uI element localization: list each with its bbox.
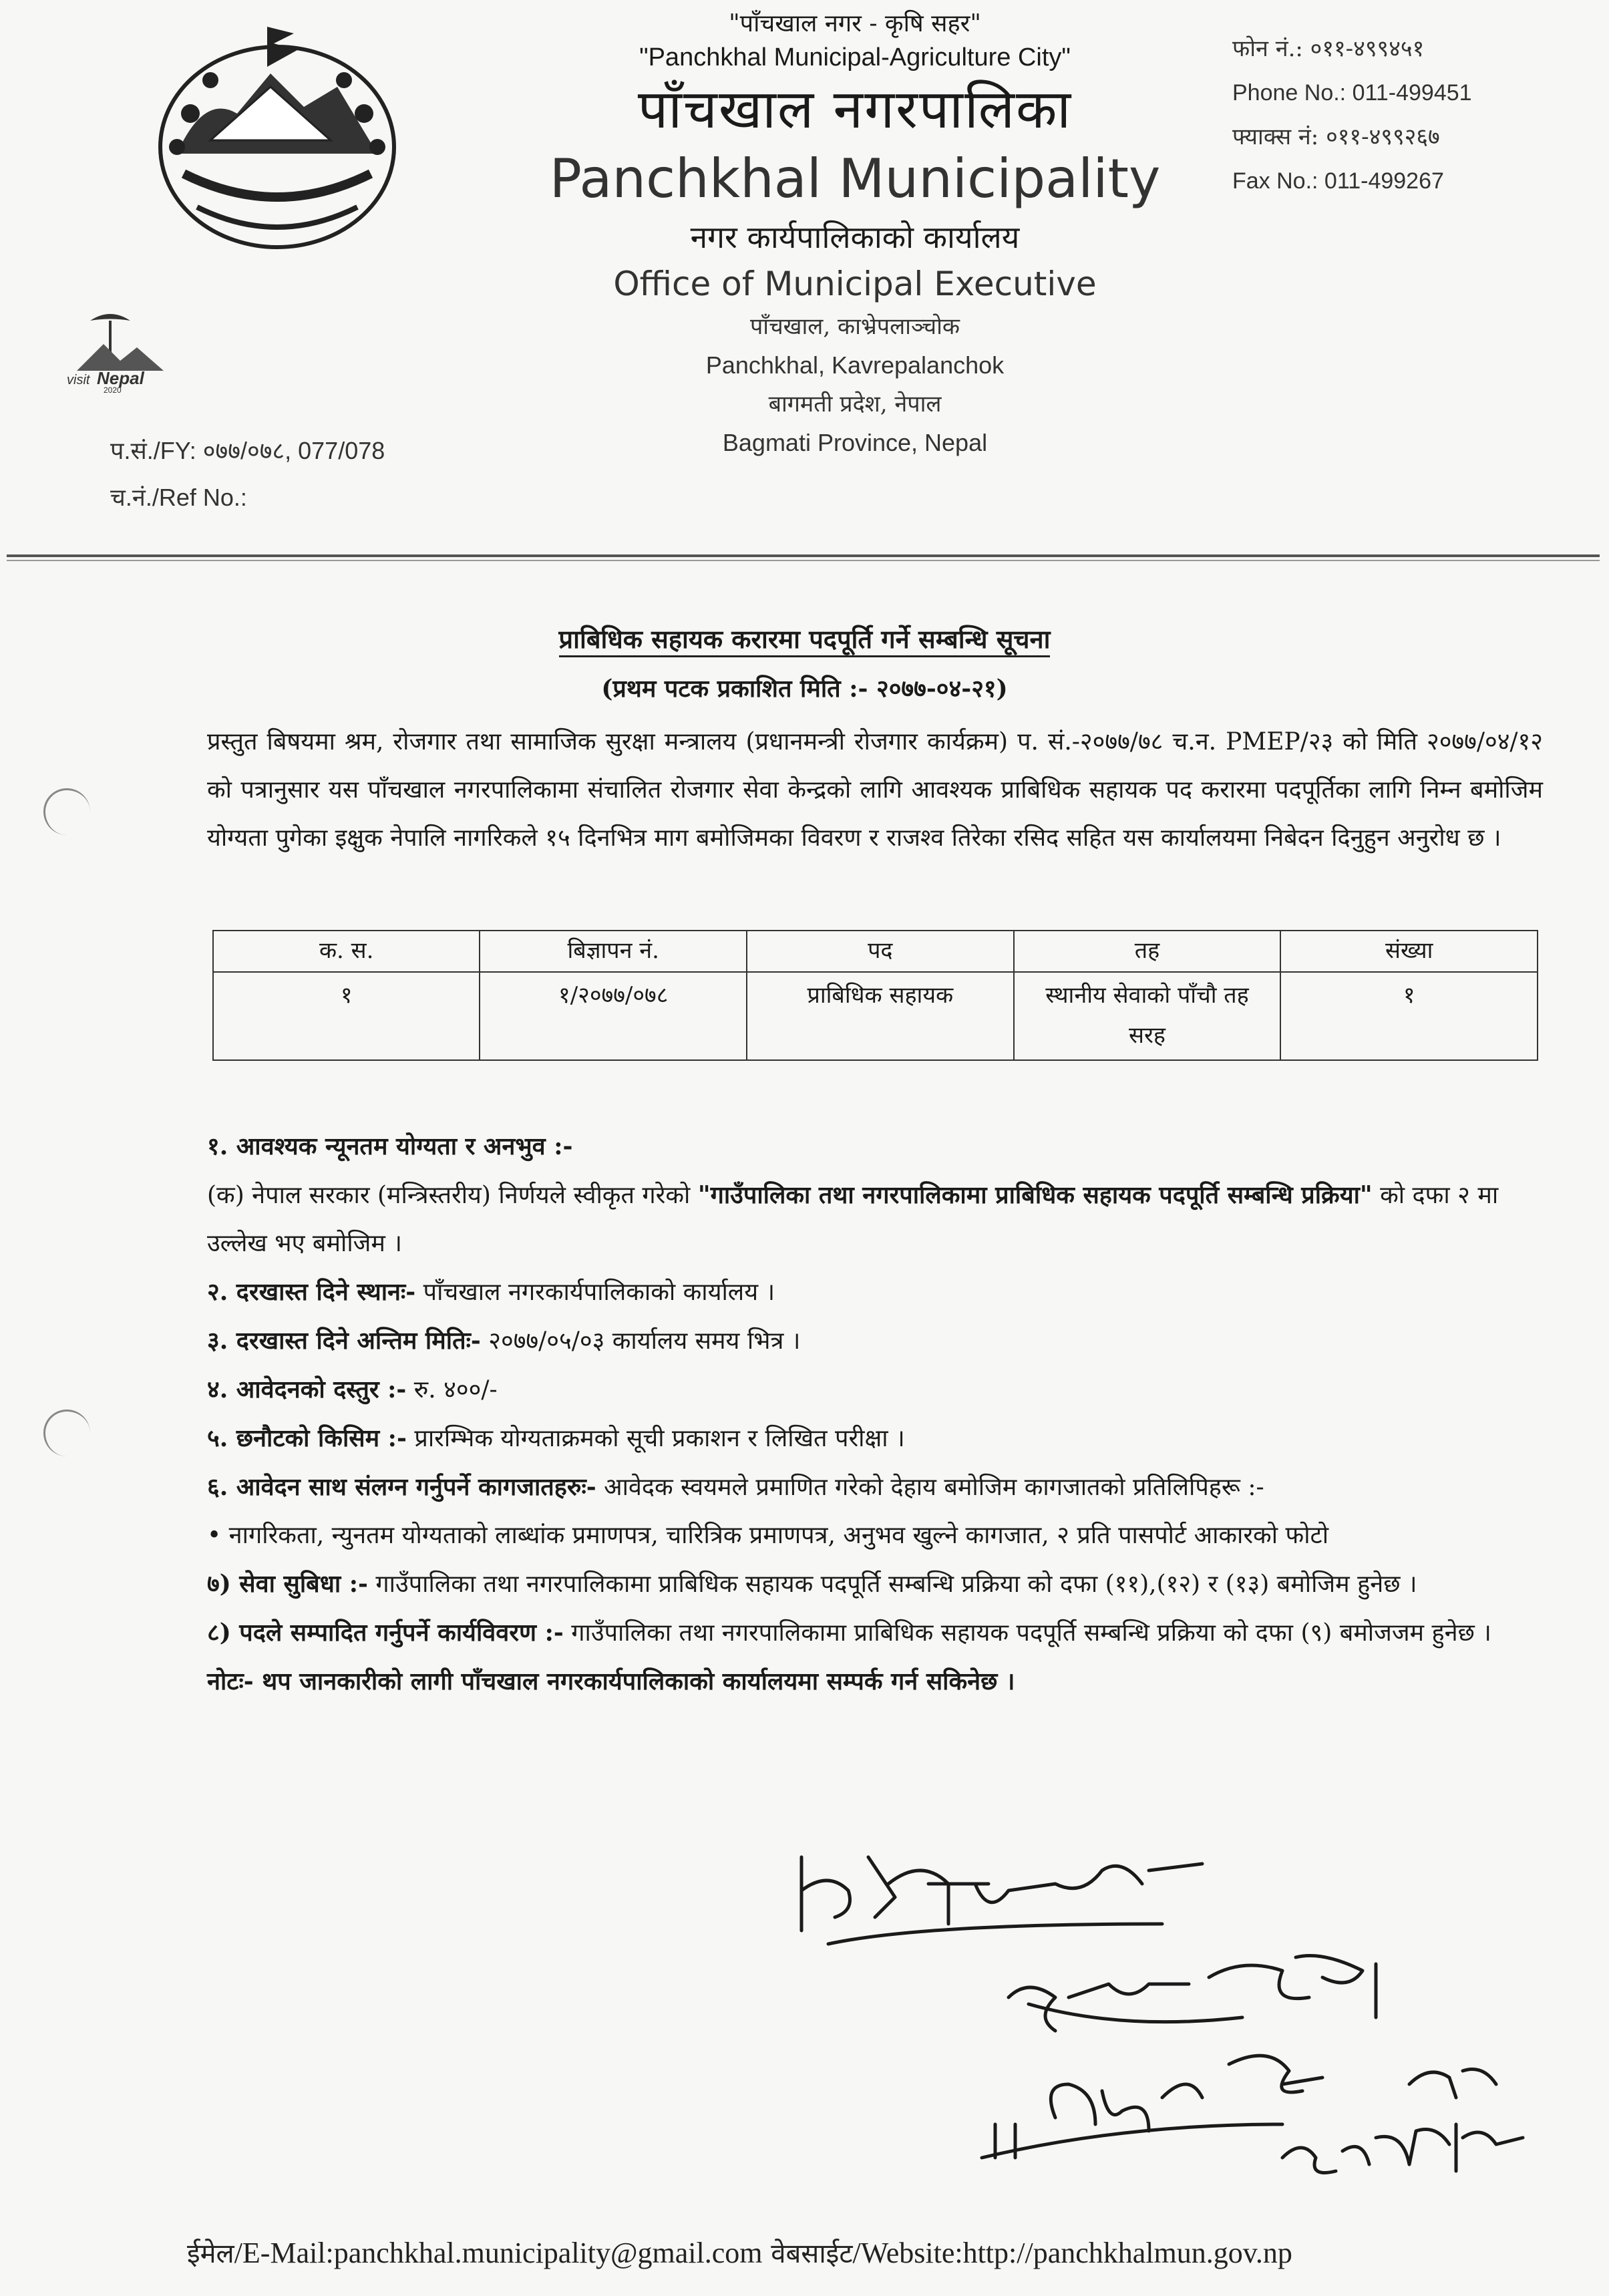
requirements-list [207, 1122, 1550, 1706]
svg-text:visit: visit [67, 373, 90, 387]
letterhead-center [521, 8, 1189, 462]
contact-info [1232, 27, 1526, 203]
requirement-heading: ५. छनौटको किसिम :- [207, 1424, 407, 1452]
phone-english: Phone No.: 011-499451 [1232, 80, 1472, 106]
address-line-2-english: Bagmati Province, Nepal [722, 429, 988, 456]
col-serial-header: क. स. [213, 931, 480, 972]
address-line-1-english: Panchkhal, Kavrepalanchok [705, 351, 1005, 379]
nepal-emblem-logo [137, 13, 417, 254]
svg-text:2020: 2020 [104, 385, 122, 394]
requirement-2 [207, 1268, 1550, 1317]
cell-count: १ [1280, 972, 1538, 1060]
punch-hole-mark [43, 1410, 90, 1456]
requirement-3 [207, 1317, 1550, 1365]
requirement-heading: ८) पदले सम्पादित गर्नुपर्ने कार्यविवरण :- [207, 1619, 564, 1647]
col-level-header: तह [1014, 931, 1281, 972]
col-ad-number-header: बिज्ञापन नं. [480, 931, 747, 972]
requirement-text: को दफा २ मा उल्लेख भए बमोजिम । [207, 1182, 1499, 1257]
requirement-text: प्रारम्भिक योग्यताक्रमको सूची प्रकाशन र लिखित परीक्षा । [406, 1425, 905, 1452]
cell-post: प्राबिधिक सहायक [747, 972, 1014, 1060]
website-label-nepali: वेबसाईट [762, 2239, 853, 2269]
col-post-header: पद [747, 931, 1014, 972]
website-url: http://panchkhalmun.gov.np [962, 2237, 1292, 2269]
requirement-heading: ६. आवेदन साथ संलग्न गर्नुपर्ने कागजातहरुः- [207, 1473, 596, 1501]
requirement-4 [207, 1365, 1550, 1414]
cell-serial: १ [213, 972, 480, 1060]
requirement-6-bullet: • नागरिकता, न्युनतम योग्यताको लाब्धांक प्रमाणपत्र, चारित्रिक प्रमाणपत्र, अनुभव खुल्ने कागजात, २ प्रति पासपोर्ट आकारको फोटो [207, 1522, 1329, 1549]
note-text: थप जानकारीको लागी पाँचखाल नगरकार्यपालिकाको कार्यालयमा सम्पर्क गर्न सकिनेछ । [253, 1667, 1015, 1695]
phone-nepali: फोन नं.: ०११-४९९४५१ [1232, 35, 1425, 62]
requirement-text: गाउँपालिका तथा नगरपालिकामा प्राबिधिक सहायक पदपूर्ति सम्बन्धि प्रक्रिया को दफा (९) बमोजजम हुनेछ । [563, 1619, 1491, 1647]
requirement-5 [207, 1414, 1550, 1463]
handwritten-signature [788, 1844, 1536, 2204]
requirement-heading: १. आवश्यक न्यूनतम योग्यता र अनभुव :- [207, 1132, 573, 1160]
punch-hole-mark [43, 788, 90, 835]
requirement-text: पाँचखाल नगरकार्यपालिकाको कार्यालय । [415, 1279, 775, 1306]
requirement-text: आवेदक स्वयमले प्रमाणित गरेको देहाय बमोजिम कागजातको प्रतिलिपिहरू :- [596, 1474, 1264, 1501]
requirement-1-heading [207, 1122, 1550, 1171]
reference-block [110, 428, 385, 521]
fax-nepali: फ्याक्स नं: ०११-४९९२६७ [1232, 124, 1440, 150]
svg-text:Nepal: Nepal [97, 368, 144, 388]
office-name-english: Office of Municipal Executive [613, 265, 1097, 303]
office-name-nepali: नगर कार्यपालिकाको कार्यालय [690, 219, 1020, 255]
reference-number: च.नं./Ref No.: [110, 484, 247, 511]
notice-title-text: प्राबिधिक सहायक करारमा पदपूर्ति गर्ने सम्बन्धि सूचना [559, 624, 1051, 657]
requirement-heading: ४. आवेदनको दस्तुर :- [207, 1375, 407, 1404]
motto-english: "Panchkhal Municipal-Agriculture City" [639, 43, 1071, 71]
requirement-7 [207, 1560, 1550, 1609]
requirement-1-a [207, 1171, 1550, 1268]
header-divider [7, 554, 1600, 557]
notice-title [0, 621, 1609, 656]
requirement-text: २०७७/०५/०३ कार्यालय समय भित्र । [480, 1327, 801, 1355]
vacancy-table [212, 930, 1538, 1061]
footer-contact [187, 2235, 1590, 2273]
address-line-1-nepali: पाँचखाल, काभ्रेपलाञ्चोक [749, 313, 960, 340]
requirement-text: (क) नेपाल सरकार (मन्त्रिस्तरीय) निर्णयले स्वीकृत गरेको [207, 1182, 698, 1209]
requirement-heading: ७) सेवा सुबिधा :- [207, 1570, 368, 1598]
email-address: panchkhal.municipality@gmail.com [333, 2237, 763, 2269]
col-count-header: संख्या [1280, 931, 1538, 972]
municipality-name-english: Panchkhal Municipality [549, 148, 1161, 210]
requirement-8 [207, 1609, 1550, 1657]
email-label-nepali: ईमेल [187, 2239, 234, 2269]
website-label-english: /Website: [852, 2237, 963, 2269]
fax-english: Fax No.: 011-499267 [1232, 168, 1444, 194]
requirement-text: रु. ४००/- [406, 1376, 498, 1404]
header-divider-thin [7, 560, 1600, 561]
requirement-text: गाउँपालिका तथा नगरपालिकामा प्राबिधिक सहायक पदपूर्ति सम्बन्धि प्रक्रिया को दफा (११),(१२) र (१३) बमोजिम हुनेछ । [367, 1571, 1417, 1598]
cell-level-text: स्थानीय सेवाको पाँचौ तह सरह [1045, 982, 1249, 1049]
motto-nepali: "पाँचखाल नगर - कृषि सहर" [729, 10, 981, 37]
address-line-2-nepali: बागमती प्रदेश, नेपाल [768, 391, 942, 418]
requirement-heading: २. दरखास्त दिने स्थानः- [207, 1278, 416, 1306]
note-heading: नोटः- [207, 1667, 254, 1695]
requirement-6 [207, 1463, 1550, 1512]
table-header-row [213, 931, 1538, 972]
cell-ad-number: १/२०७७/०७८ [480, 972, 747, 1060]
notice-intro-paragraph: प्रस्तुत बिषयमा श्रम, रोजगार तथा सामाजिक सुरक्षा मन्त्रालय (प्रधानमन्त्री रोजगार कार्यक्रम) प. सं.-२०७७/७८ च.न. PMEP/२३ को मिति २०७७/०४/१२ को पत्रानुसार यस पाँचखाल नगरपालिकामा संचालित रोजगार सेवा केन्द्रको लागि आवश्यक प्राबिधिक सहायक पद करारमा पदपूर्तिका लागि निम्न बमोजिम योग्यता पुगेका इक्षुक नेपालि नागरिकले १५ दिनभित्र माग बमोजिमका विवरण र राजश्व तिरेका रसिद सहित यस कार्यालयमा निबेदन दिनुहुन अनुरोध छ । [207, 728, 1543, 852]
publication-date: (प्रथम पटक प्रकाशित मिति :- २०७७-०४-२१) [601, 675, 1008, 703]
procedure-name: "गाउँपालिका तथा नगरपालिकामा प्राबिधिक सहायक पदपूर्ति सम्बन्धि प्रक्रिया" [697, 1181, 1373, 1209]
fiscal-year: प.सं./FY: ०७७/०७८, 077/078 [110, 437, 385, 464]
requirement-heading: ३. दरखास्त दिने अन्तिम मितिः- [207, 1327, 481, 1355]
note [207, 1657, 1550, 1706]
visit-nepal-2020-logo [63, 307, 170, 394]
table-row [213, 972, 1538, 1060]
email-label-english: /E-Mail: [234, 2237, 334, 2269]
cell-level [1014, 972, 1281, 1060]
municipality-name-nepali: पाँचखाल नगरपालिका [637, 78, 1073, 140]
